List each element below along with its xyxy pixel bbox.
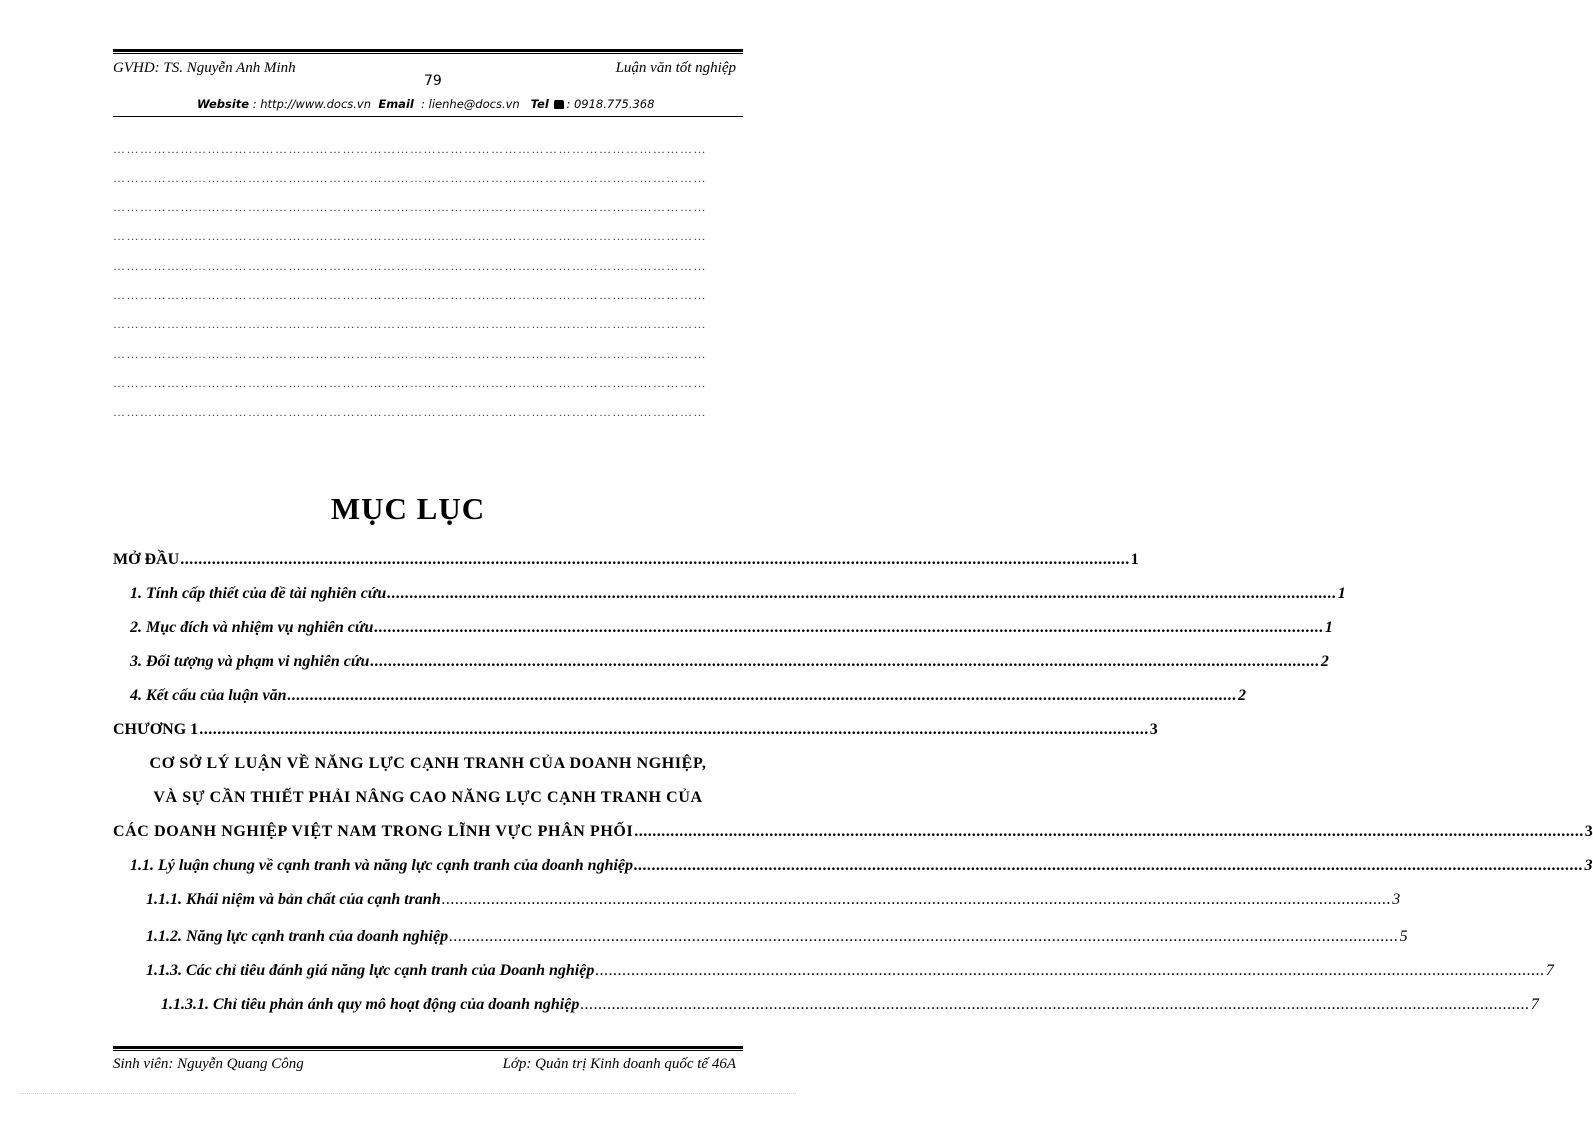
page-number: 79 bbox=[424, 73, 442, 89]
toc-leader: ................................................................................................................................................................................................................... bbox=[199, 721, 1149, 738]
toc-entry-label: 1.1.2. Năng lực cạnh tranh của doanh nghiệp bbox=[146, 928, 449, 945]
toc-entry-label: 1.1.1. Khái niệm và bản chất của cạnh tranh bbox=[146, 891, 441, 908]
toc-entry[interactable] bbox=[161, 993, 1539, 1017]
toc-entry-page: 1 bbox=[1337, 585, 1346, 602]
email-label: Email bbox=[378, 97, 414, 111]
email-value: : lienhe@docs.vn bbox=[421, 97, 520, 111]
toc-entry-label: CÁC DOANH NGHIỆP VIỆT NAM TRONG LĨNH VỰC PHÂN PHỐI bbox=[113, 823, 634, 840]
dotted-line: …………………………………………………………………………………………………………………… bbox=[113, 317, 707, 331]
toc-entry-label: 1.1.3. Các chỉ tiêu đánh giá năng lực cạnh tranh của Doanh nghiệp bbox=[146, 962, 595, 979]
toc-entry-page: 2 bbox=[1237, 687, 1246, 704]
toc-chapter-heading[interactable]: VÀ SỰ CẦN THIẾT PHẢI NÂNG CAO NĂNG LỰC CẠNH TRANH CỦA bbox=[153, 789, 703, 806]
toc-entry[interactable] bbox=[146, 925, 1408, 949]
toc-entry-page: 7 bbox=[1545, 962, 1554, 979]
toc-entry-label: 1.1.3.1. Chỉ tiêu phản ánh quy mô hoạt động của doanh nghiệp bbox=[161, 996, 580, 1013]
toc-entry-page: 1 bbox=[1130, 551, 1139, 568]
toc-chapter-heading[interactable]: CƠ SỞ LÝ LUẬN VỀ NĂNG LỰC CẠNH TRANH CỦA DOANH NGHIỆP, bbox=[149, 755, 707, 772]
toc-entry-page: 3 bbox=[1149, 721, 1158, 738]
toc-entry-page: 7 bbox=[1530, 996, 1539, 1013]
tel-label: Tel bbox=[530, 97, 549, 111]
toc-entry[interactable] bbox=[130, 582, 1346, 606]
phone-icon bbox=[554, 100, 564, 109]
toc-entry[interactable] bbox=[130, 684, 1246, 708]
toc-entry-label: 4. Kết cấu của luận văn bbox=[130, 687, 287, 704]
toc-entry-label: CHƯƠNG 1 bbox=[113, 721, 199, 738]
dotted-line: …………………………………………………………………………………………………………………… bbox=[113, 259, 707, 273]
footer-rule bbox=[113, 1046, 743, 1051]
dotted-line: …………………………………………………………………………………………………………………… bbox=[113, 229, 707, 243]
toc-entry-label: 3. Đối tượng và phạm vi nghiên cứu bbox=[130, 653, 370, 670]
toc-entry-page: 3 bbox=[1584, 823, 1593, 840]
toc-entry[interactable] bbox=[130, 650, 1329, 674]
toc-leader: ................................................................................................................................................................................................................... bbox=[374, 619, 1324, 636]
dotted-line: …………………………………………………………………………………………………………………… bbox=[113, 200, 707, 214]
header-advisor: GVHD: TS. Nguyễn Anh Minh bbox=[113, 60, 296, 76]
toc-leader: ................................................................................................................................................................................................................... bbox=[580, 996, 1530, 1013]
toc-entry-page: 2 bbox=[1320, 653, 1329, 670]
contact-line bbox=[197, 97, 654, 111]
header-bottom-rule bbox=[113, 116, 743, 117]
toc-entry-label: 1. Tính cấp thiết của đề tài nghiên cứu bbox=[130, 585, 387, 602]
dotted-line: …………………………………………………………………………………………………………………… bbox=[113, 347, 707, 361]
toc-leader: ................................................................................................................................................................................................................... bbox=[449, 928, 1399, 945]
toc-entry-page: 5 bbox=[1399, 928, 1408, 945]
toc-entry-page: 1 bbox=[1324, 619, 1333, 636]
toc-entry[interactable] bbox=[130, 854, 1593, 878]
toc-leader: ................................................................................................................................................................................................................... bbox=[595, 962, 1545, 979]
toc-entry-page: 3 bbox=[1392, 891, 1401, 908]
toc-leader: ................................................................................................................................................................................................................... bbox=[180, 551, 1130, 568]
dotted-line: …………………………………………………………………………………………………………………… bbox=[113, 405, 707, 419]
dotted-line: …………………………………………………………………………………………………………………… bbox=[113, 171, 707, 185]
toc-title: MỤC LỤC bbox=[330, 491, 486, 526]
tel-value: : 0918.775.368 bbox=[566, 97, 655, 111]
toc-entry[interactable] bbox=[113, 718, 1158, 742]
footer-student: Sinh viên: Nguyễn Quang Công bbox=[113, 1056, 304, 1072]
toc-entry[interactable] bbox=[146, 888, 1401, 912]
website-value: : http://www.docs.vn bbox=[252, 97, 372, 111]
header-doc-type: Luận văn tốt nghiệp bbox=[615, 60, 736, 76]
toc-leader: ................................................................................................................................................................................................................... bbox=[634, 857, 1584, 874]
toc-entry[interactable] bbox=[113, 820, 1593, 844]
toc-leader: ................................................................................................................................................................................................................... bbox=[634, 823, 1584, 840]
header-top-rule bbox=[113, 49, 743, 54]
page-bottom-border bbox=[20, 1093, 796, 1094]
toc-entry[interactable] bbox=[113, 548, 1139, 572]
dotted-line: …………………………………………………………………………………………………………………… bbox=[113, 288, 707, 302]
toc-entry-label: 2. Mục đích và nhiệm vụ nghiên cứu bbox=[130, 619, 374, 636]
toc-leader: ................................................................................................................................................................................................................... bbox=[441, 891, 1392, 908]
toc-entry-label: MỞ ĐẦU bbox=[113, 551, 180, 568]
dotted-line: …………………………………………………………………………………………………………………… bbox=[113, 376, 707, 390]
dotted-line: …………………………………………………………………………………………………………………… bbox=[113, 142, 707, 156]
toc-leader: ................................................................................................................................................................................................................... bbox=[287, 687, 1237, 704]
toc-leader: ................................................................................................................................................................................................................... bbox=[387, 585, 1337, 602]
toc-leader: ................................................................................................................................................................................................................... bbox=[370, 653, 1320, 670]
toc-entry-label: 1.1. Lý luận chung về cạnh tranh và năng lực cạnh tranh của doanh nghiệp bbox=[130, 857, 634, 874]
footer-class: Lớp: Quản trị Kinh doanh quốc tế 46A bbox=[502, 1056, 736, 1072]
toc-entry[interactable] bbox=[130, 616, 1333, 640]
toc-entry-page: 3 bbox=[1584, 857, 1593, 874]
website-label: Website bbox=[197, 97, 250, 111]
toc-entry[interactable] bbox=[146, 959, 1554, 983]
